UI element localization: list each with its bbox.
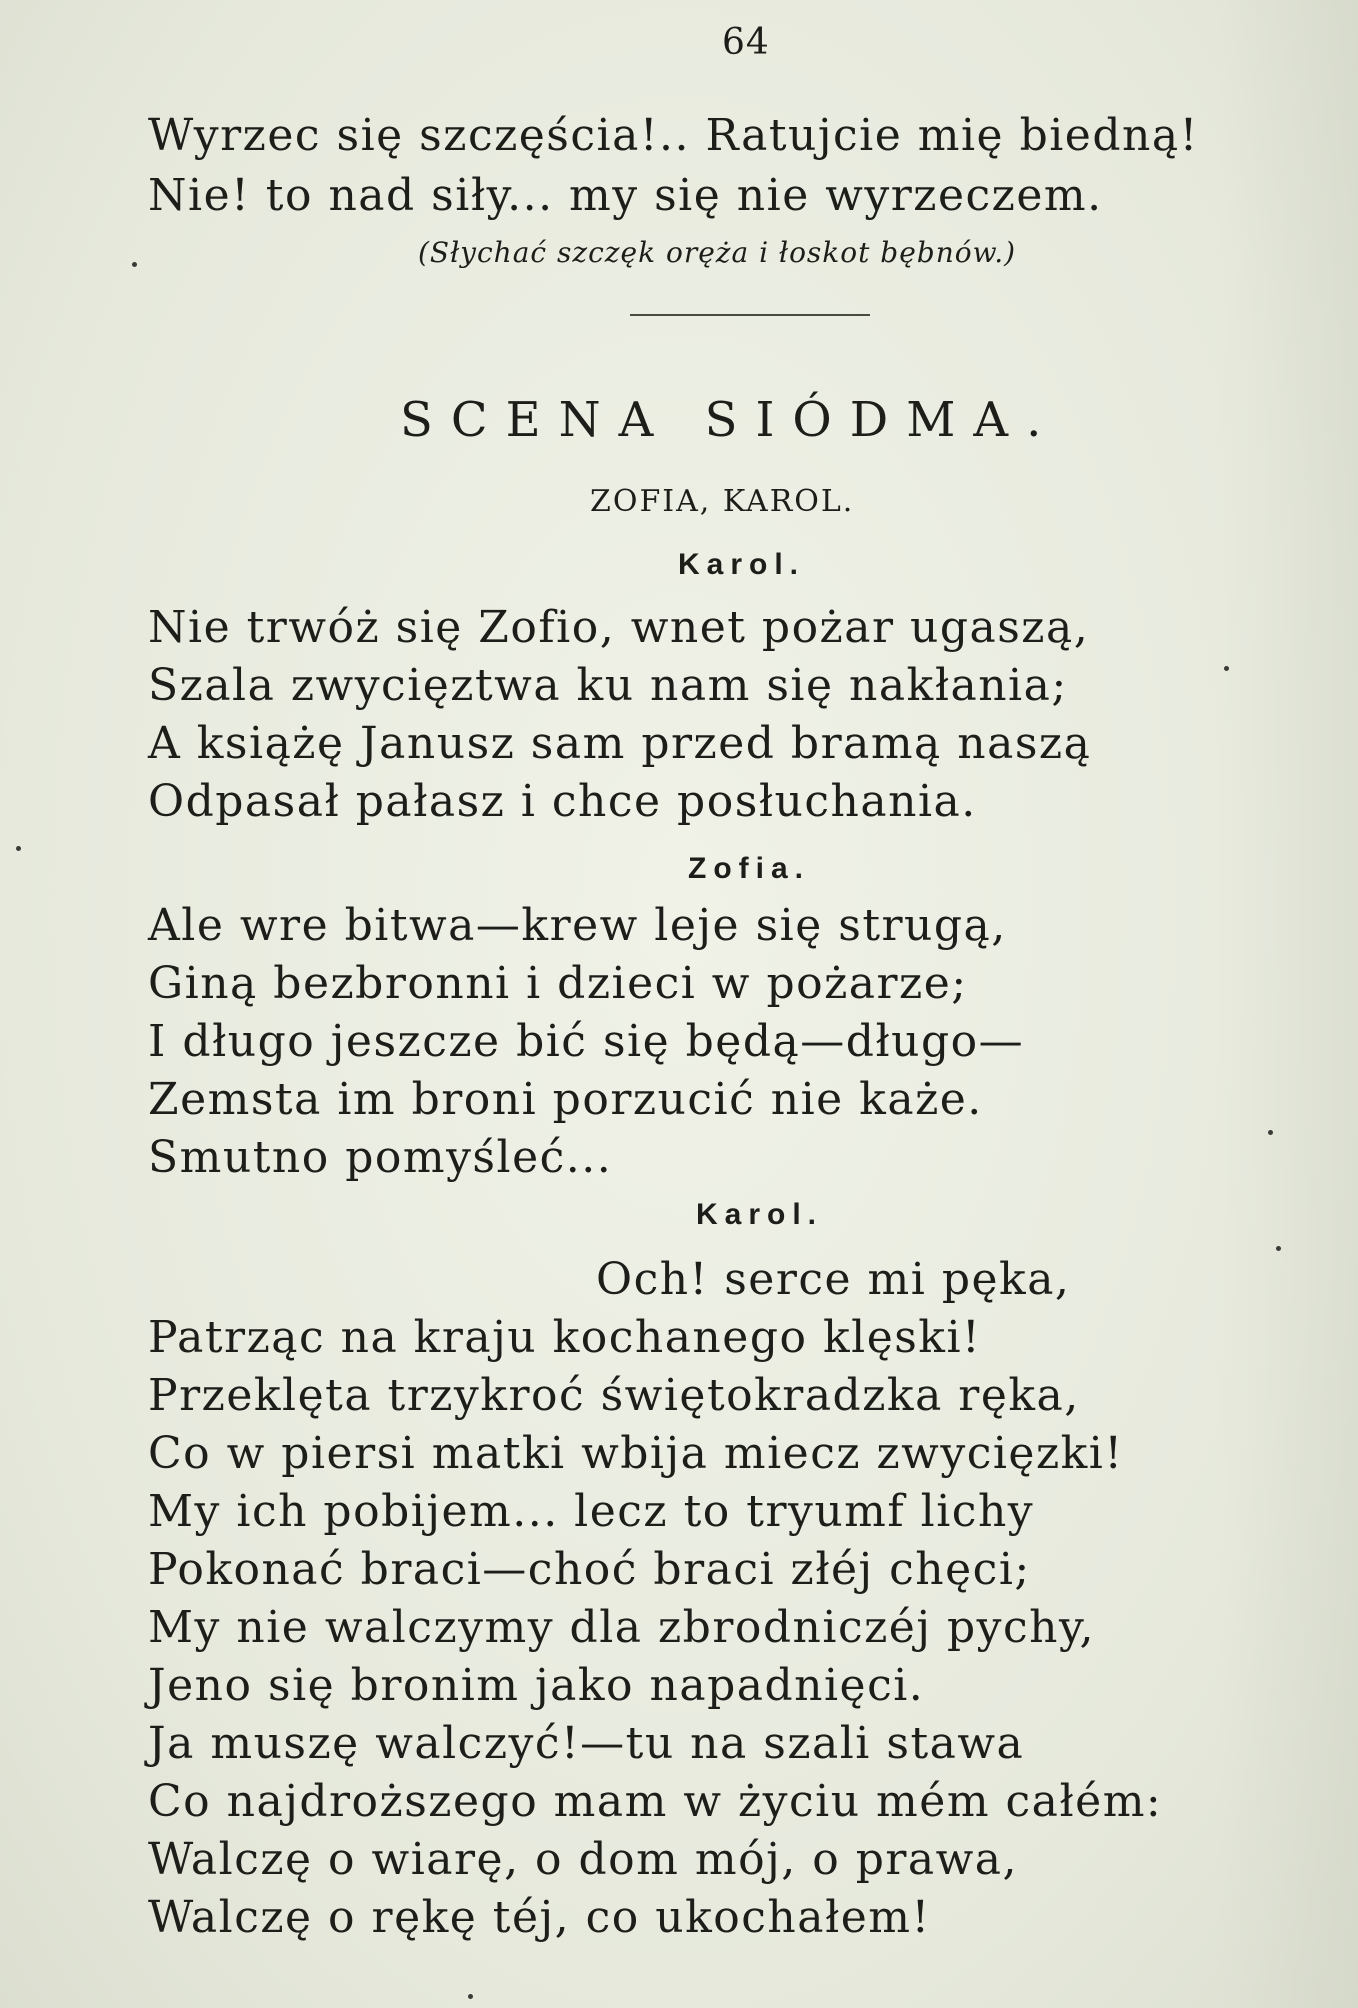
ink-speck — [1224, 666, 1229, 671]
ink-speck — [1268, 1130, 1273, 1135]
verse-line: Nie trwóż się Zofio, wnet pożar ugaszą, — [148, 602, 1090, 653]
verse-line: Przeklęta trzykroć świętokradzka ręka, — [148, 1370, 1080, 1421]
speaker-name: Karol. — [696, 1198, 824, 1231]
verse-line: Zemsta im broni porzucić nie każe. — [148, 1074, 983, 1125]
verse-line: Co w piersi matki wbija miecz zwycięzki! — [148, 1428, 1124, 1479]
verse-line: Szala zwycięztwa ku nam się nakłania; — [148, 660, 1068, 711]
ink-speck — [1276, 1246, 1281, 1251]
ink-speck — [132, 262, 137, 267]
verse-line: Co najdroższego mam w życiu mém całém: — [148, 1776, 1163, 1827]
verse-line: My ich pobijem... lecz to tryumf lichy — [148, 1486, 1035, 1537]
verse-line: Odpasał pałasz i chce posłuchania. — [148, 776, 977, 827]
stage-direction: (Słychać szczęk oręża i łoskot bębnów.) — [418, 236, 1017, 269]
page-number: 64 — [722, 22, 770, 63]
verse-line: Jeno się bronim jako napadnięci. — [148, 1660, 925, 1711]
scene-title: SCENA SIÓDMA. — [400, 392, 1060, 448]
speaker-name: Zofia. — [688, 852, 810, 885]
verse-line: Och! serce mi pęka, — [596, 1254, 1071, 1305]
verse-line: Patrząc na kraju kochanego klęski! — [148, 1312, 982, 1363]
page-edge-shadow — [1218, 0, 1358, 2008]
verse-line: A książę Janusz sam przed bramą naszą — [148, 718, 1092, 769]
verse-line: Giną bezbronni i dzieci w pożarze; — [148, 958, 968, 1009]
dramatis-personae: ZOFIA, KAROL. — [590, 484, 855, 519]
verse-line: Smutno pomyśleć... — [148, 1132, 613, 1183]
verse-line: Walczę o rękę téj, co ukochałem! — [148, 1892, 931, 1943]
verse-line: I długo jeszcze bić się będą—długo— — [148, 1016, 1025, 1067]
verse-line: Nie! to nad siły... my się nie wyrzeczem. — [148, 170, 1103, 221]
verse-line: Ja muszę walczyć!—tu na szali stawa — [148, 1718, 1025, 1769]
section-divider — [630, 314, 870, 316]
verse-line: Pokonać braci—choć braci złéj chęci; — [148, 1544, 1031, 1595]
verse-line: Wyrzec się szczęścia!.. Ratujcie mię biedną! — [148, 110, 1199, 161]
verse-line: Ale wre bitwa—krew leje się strugą, — [148, 900, 1007, 951]
ink-speck — [16, 846, 21, 851]
verse-line: Walczę o wiarę, o dom mój, o prawa, — [148, 1834, 1019, 1885]
speaker-name: Karol. — [678, 548, 806, 581]
verse-line: My nie walczymy dla zbrodniczéj pychy, — [148, 1602, 1095, 1653]
ink-speck — [468, 1994, 473, 1999]
